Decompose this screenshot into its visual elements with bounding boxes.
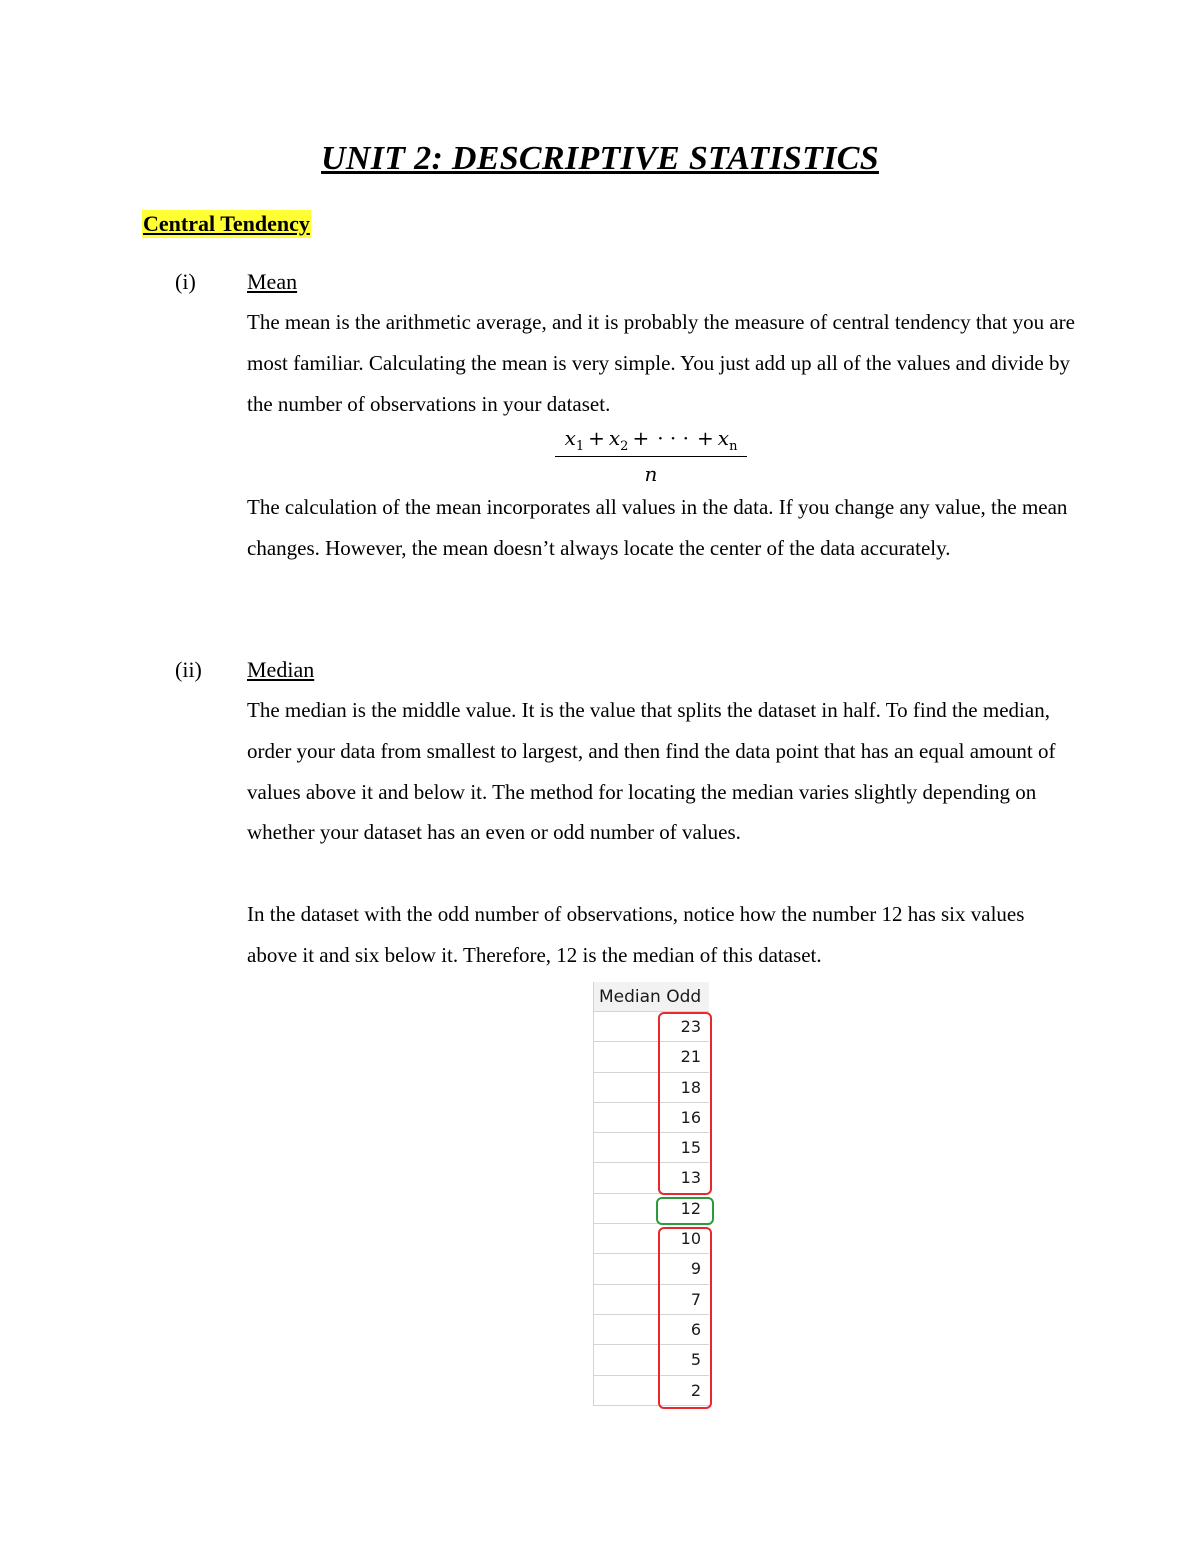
table-row: 10 bbox=[593, 1224, 709, 1254]
table-row: 18 bbox=[593, 1073, 709, 1103]
item-title-median: Median bbox=[247, 657, 315, 682]
fraction-bar bbox=[555, 456, 747, 457]
table-row-median: 12 bbox=[593, 1194, 709, 1224]
table-header: Median Odd bbox=[593, 982, 709, 1012]
item-marker-median: (ii) bbox=[175, 657, 202, 682]
mean-paragraph-1: The mean is the arithmetic average, and it is probably the measure of central tendency that you are most familiar. Calculating the mean is very simple. You just add up all of the values and divide by the number of observations in your dataset. bbox=[247, 310, 1075, 416]
item-title-mean: Mean bbox=[247, 269, 298, 294]
table-row: 7 bbox=[593, 1285, 709, 1315]
table-row: 6 bbox=[593, 1315, 709, 1345]
table-row: 5 bbox=[593, 1345, 709, 1375]
median-paragraph-2: In the dataset with the odd number of observations, notice how the number 12 has six values above it and six below it. Therefore, 12 is the median of this dataset. bbox=[247, 902, 1025, 967]
table-row: 16 bbox=[593, 1103, 709, 1133]
table-row: 15 bbox=[593, 1133, 709, 1163]
section-heading: Central Tendency bbox=[143, 211, 310, 236]
table-row: 21 bbox=[593, 1042, 709, 1072]
median-paragraph-1: The median is the middle value. It is the value that splits the dataset in half. To find the median, order your data from smallest to largest, and then find the data point that has an equal amount of values above it and below it. The method for locating the median varies slightly depending on whether your dataset has an even or odd number of values. bbox=[247, 698, 1056, 845]
table-row: 2 bbox=[593, 1376, 709, 1406]
above-median-highlight bbox=[658, 1012, 712, 1195]
table-row: 9 bbox=[593, 1254, 709, 1284]
mean-paragraph-2: The calculation of the mean incorporates all values in the data. If you change any value, the mean changes. However, the mean doesn’t always locate the center of the data accurately. bbox=[247, 495, 1068, 560]
below-median-highlight bbox=[658, 1227, 712, 1409]
table-row: 13 bbox=[593, 1163, 709, 1193]
formula-denominator: n bbox=[644, 462, 658, 486]
mean-formula bbox=[555, 422, 747, 487]
formula-numerator: $x_1 + x_2$ + · · · + $x_n$ bbox=[564, 426, 738, 454]
table-row: 23 bbox=[593, 1012, 709, 1042]
median-highlight bbox=[656, 1197, 714, 1225]
page-title: UNIT 2: DESCRIPTIVE STATISTICS bbox=[321, 140, 879, 177]
item-marker-mean: (i) bbox=[175, 269, 196, 294]
